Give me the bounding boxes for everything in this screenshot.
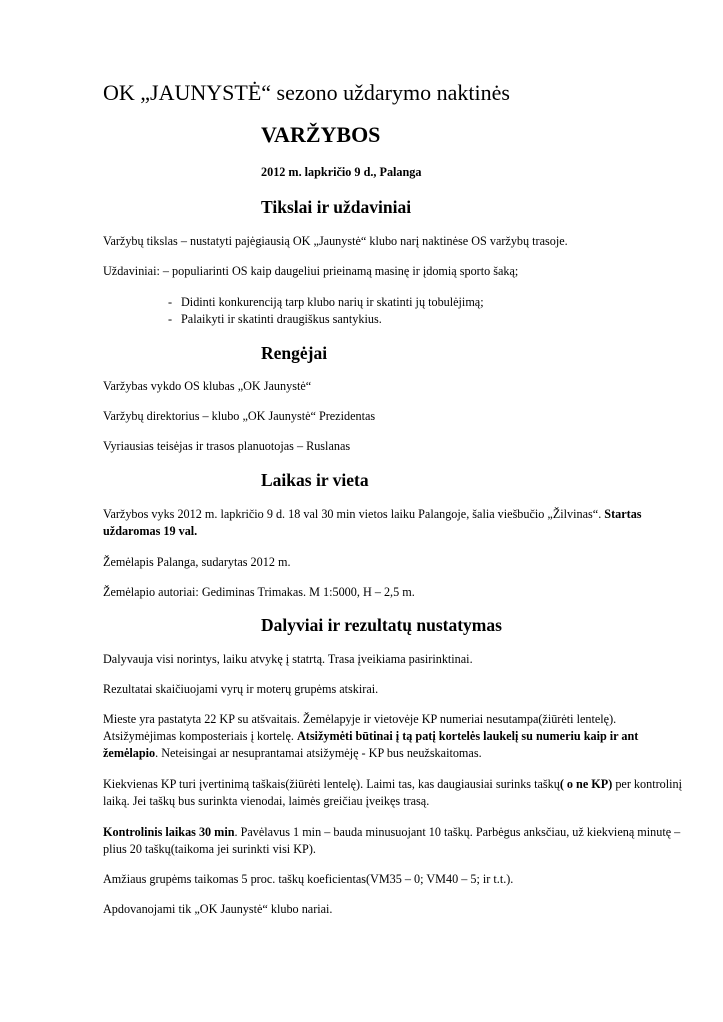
bullet-text: Didinti konkurenciją tarp klubo narių ir skatinti jų tobulėjimą; <box>181 295 484 309</box>
heading-laikas: Laikas ir vieta <box>261 470 369 490</box>
rengejai-paragraph-2: Varžybų direktorius – klubo „OK Jaunystė“ Prezidentas <box>103 409 376 423</box>
dalyviai-paragraph-7: Apdovanojami tik „OK Jaunystė“ klubo nariai. <box>103 902 333 916</box>
tikslai-paragraph-2: Uždaviniai: – populiarinti OS kaip daugeliui prieinamą masinę ir įdomią sporto šaką; <box>103 264 519 278</box>
dalyviai-paragraph-2: Rezultatai skaičiuojami vyrų ir moterų grupėms atskirai. <box>103 682 379 696</box>
laikas-text: Varžybos vyks 2012 m. lapkričio 9 d. 18 val 30 min vietos laiku Palangoje, šalia viešbučio „Žilvinas“. <box>103 507 602 521</box>
dalyviai-paragraph-4 <box>103 776 683 810</box>
kp-text-bold: Atsižymėti būtinai į tą patį kortelės laukelį su numeriu kaip ir ant žemėlapio <box>103 729 639 760</box>
bullet-text: Palaikyti ir skatinti draugiškus santykius. <box>181 312 382 326</box>
control-time-bold: Kontrolinis laikas 30 min <box>103 825 235 839</box>
laikas-paragraph-2: Žemėlapis Palanga, sudarytas 2012 m. <box>103 555 291 569</box>
dalyviai-paragraph-6: Amžiaus grupėms taikomas 5 proc. taškų koeficientas(VM35 – 0; VM40 – 5; ir t.t.). <box>103 872 514 886</box>
heading-dalyviai: Dalyviai ir rezultatų nustatymas <box>261 615 502 635</box>
bullet-dash: - <box>168 295 173 309</box>
heading-tikslai: Tikslai ir uždaviniai <box>261 197 412 217</box>
laikas-paragraph-1 <box>103 506 683 540</box>
rengejai-paragraph-1: Varžybas vykdo OS klubas „OK Jaunystė“ <box>103 379 312 393</box>
kp-text-a: Mieste yra pastatyta 22 KP su atšvaitais. Žemėlapyje ir vietovėje KP numeriai nesutampa(žiūrėti lentelę). Atsižymėjimas komposteriais į kortelę. <box>103 712 617 743</box>
event-date: 2012 m. lapkričio 9 d., Palanga <box>261 165 422 179</box>
dalyviai-paragraph-5 <box>103 824 683 858</box>
rengejai-paragraph-3: Vyriausias teisėjas ir trasos planuotojas – Ruslanas <box>103 439 351 453</box>
start-close-notice: Startas uždaromas 19 val. <box>103 507 642 538</box>
scoring-text-bold: ( o ne KP) <box>559 777 613 791</box>
document-subtitle: VARŽYBOS <box>261 122 381 147</box>
bullet-dash: - <box>168 312 173 326</box>
scoring-text-c: per kontrolinį laiką. Jei taškų bus surinkta vienodai, laimės greičiau įveikęs trasą. <box>103 777 683 808</box>
document-title: OK „JAUNYSTĖ“ sezono uždarymo naktinės <box>103 80 510 105</box>
tikslai-paragraph-1: Varžybų tikslas – nustatyti pajėgiausią OK „Jaunystė“ klubo narį naktinėse OS varžybų trasoje. <box>103 234 568 248</box>
tikslai-bullet-1 <box>168 294 484 311</box>
heading-rengejai: Rengėjai <box>261 343 328 363</box>
dalyviai-paragraph-1: Dalyvauja visi norintys, laiku atvykę į statrtą. Trasa įveikiama pasirinktinai. <box>103 652 473 666</box>
dalyviai-paragraph-3 <box>103 711 683 762</box>
tikslai-bullet-2 <box>168 311 382 328</box>
control-time-text: . Pavėlavus 1 min – bauda minusuojant 10 taškų. Parbėgus anksčiau, už kiekvieną minutę – plius 20 taškų(taikoma jei surinkti visi KP). <box>103 825 681 856</box>
laikas-paragraph-3: Žemėlapio autoriai: Gediminas Trimakas. M 1:5000, H – 2,5 m. <box>103 585 415 599</box>
scoring-text-a: Kiekvienas KP turi įvertinimą taškais(žiūrėti lentelę). Laimi tas, kas daugiausiai surinks taškų <box>103 777 560 791</box>
kp-text-c: . Neteisingai ar nesuprantamai atsižymėję - KP bus neužskaitomas. <box>155 746 482 760</box>
